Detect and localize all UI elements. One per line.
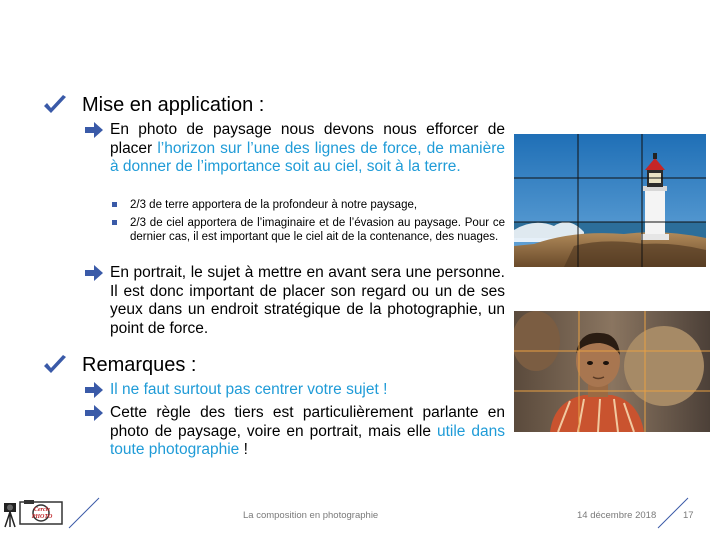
arrow-right-icon: [84, 121, 104, 139]
checkmark-icon: [42, 94, 68, 116]
cercle-photo-logo: [2, 499, 64, 529]
section-title: Mise en application :: [82, 94, 265, 116]
bullet-regle-tiers: [84, 404, 505, 460]
bullet-landscape: [84, 121, 505, 177]
arrow-right-icon: [84, 404, 104, 422]
bullet-portrait: [84, 264, 505, 338]
lighthouse-photo: [514, 134, 706, 267]
arrow-right-icon: [84, 264, 104, 282]
portrait-photo: [514, 311, 710, 432]
square-bullet-icon: [112, 202, 117, 207]
bullet-text: Il ne faut surtout pas centrer votre sujet !: [110, 381, 388, 398]
subitem-terre: [111, 198, 505, 212]
subitem-ciel: [111, 216, 505, 244]
bullet-highlight-text: l’horizon sur l’une des lignes de force, de manière à donner de l’importance soit au ciel, soit à la terre.: [110, 139, 505, 176]
section-heading-remarques: [42, 353, 197, 377]
footer-title: La composition en photographie: [243, 510, 379, 521]
footer-date: 14 décembre 2018: [577, 510, 657, 521]
logo-text: Cercle PHOTO: [31, 507, 53, 520]
arrow-right-icon: [84, 381, 104, 399]
subitem-text: 2/3 de terre apportera de la profondeur à notre paysage,: [130, 199, 418, 211]
bullet-centrer: [84, 381, 505, 400]
section-heading-application: [42, 93, 264, 117]
square-bullet-icon: [112, 220, 117, 225]
bullet-highlight-text: utile dans toute photographie: [110, 422, 505, 459]
page-number: 17: [683, 510, 694, 521]
section-title: Remarques :: [82, 354, 197, 376]
subitem-text: 2/3 de ciel apportera de l’imaginaire et de l’évasion au paysage. Pour ce dernier cas, il est important que le ciel ait de la contenance, des nuages.: [130, 217, 505, 243]
bullet-text: En photo de paysage nous devons nous efforcer de placer: [110, 121, 505, 157]
bullet-text: !: [239, 441, 248, 459]
bullet-text: Cette règle des tiers est particulièrement parlante en photo de paysage, voire en portrait, mais elle: [110, 404, 505, 440]
bullet-text: En portrait, le sujet à mettre en avant sera une personne. Il est donc important de placer son regard ou un de ses yeux dans un endroit stratégique de la photographie, un point de force.: [110, 264, 505, 337]
footer-divider-left: [67, 496, 101, 530]
checkmark-icon: [42, 354, 68, 376]
